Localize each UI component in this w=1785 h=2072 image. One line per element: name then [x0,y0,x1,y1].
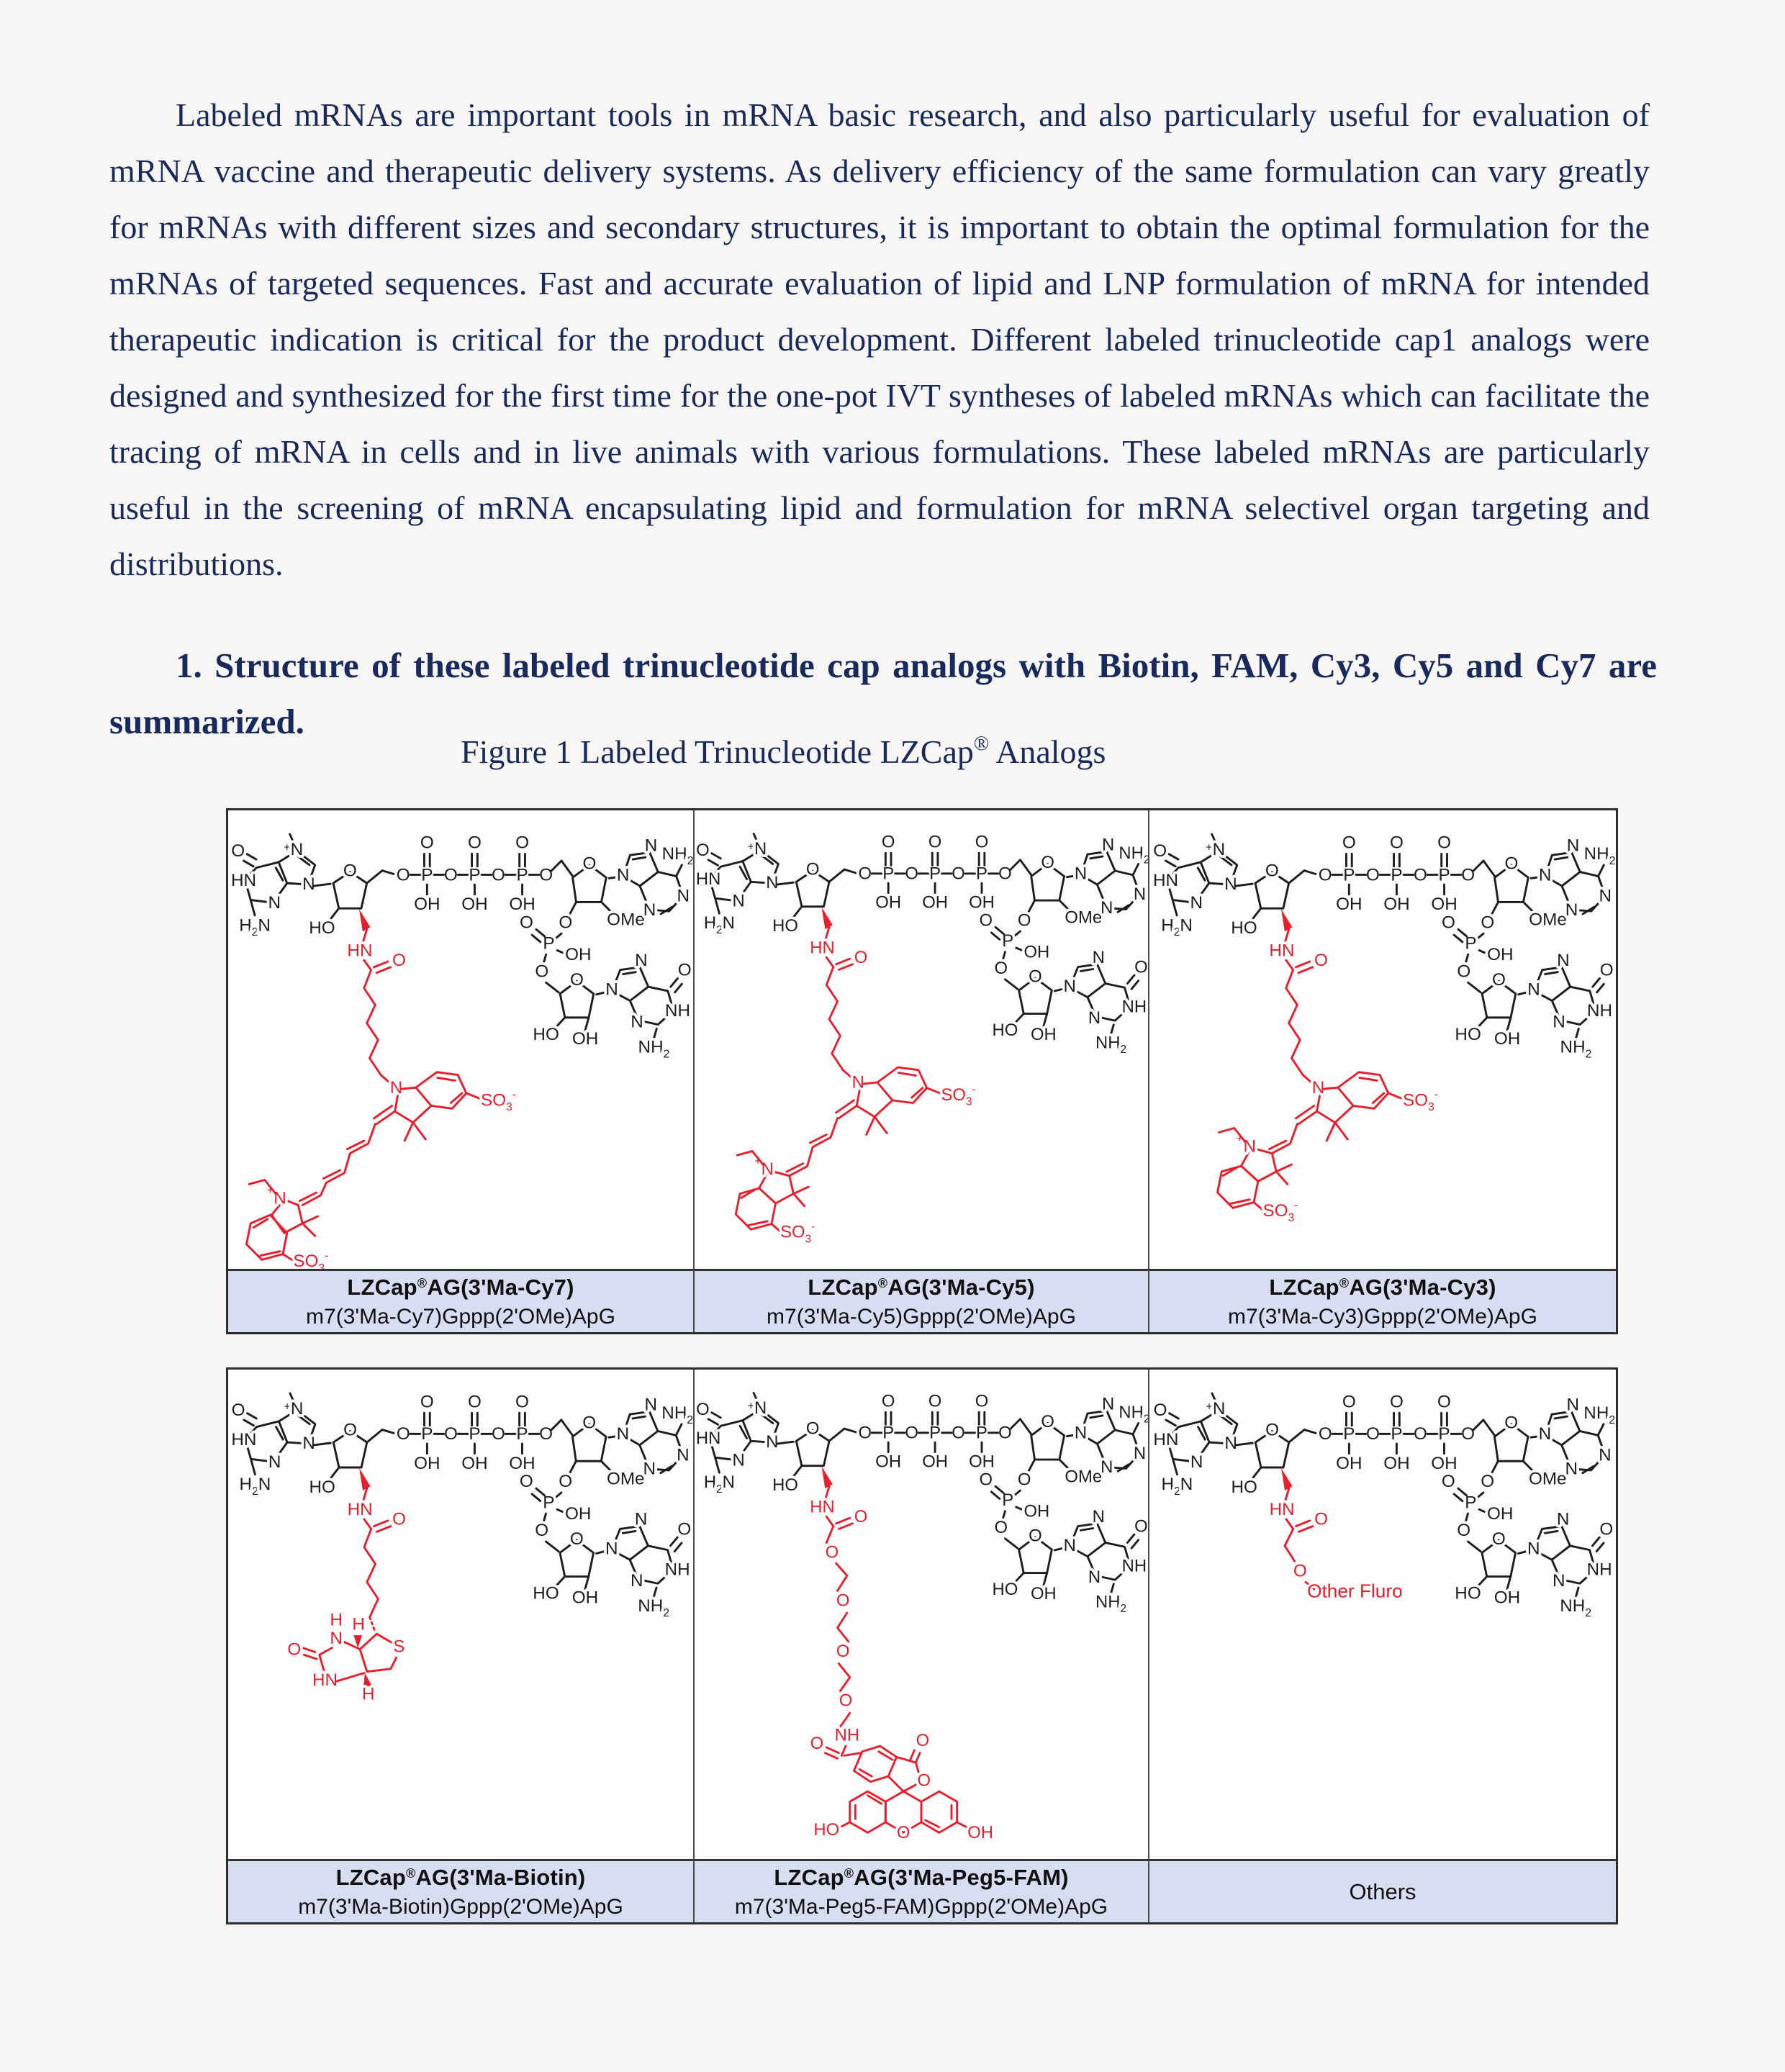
caption-subtitle: m7(3'Ma-Cy3)Gppp(2'OMe)ApG [1228,1304,1537,1329]
figure-caption-text: Figure 1 Labeled Trinucleotide LZCap [461,733,974,770]
bond-line [1217,1124,1298,1224]
bond-line [826,967,840,1054]
caption-title: LZCap®AG(3'Ma-Peg5-FAM) [774,1864,1069,1890]
bond-line [1153,833,1615,1061]
caption-biotin [228,1859,693,1922]
bond-line [231,833,693,1061]
bond-line [287,1611,405,1704]
caption-others [1148,1859,1616,1922]
bond-line [364,970,378,1059]
structure-biotin [228,1370,693,1859]
caption-subtitle: m7(3'Ma-Cy5)Gppp(2'OMe)ApG [767,1304,1076,1329]
figure-caption-suffix: Analogs [989,733,1106,770]
caption-subtitle: m7(3'Ma-Biotin)Gppp(2'OMe)ApG [298,1894,623,1919]
figure-table-bottom [226,1367,1618,1924]
caption-title: LZCap®AG(3'Ma-Cy3) [1269,1274,1496,1300]
structure-cell-biotin [228,1370,693,1859]
caption-subtitle: m7(3'Ma-Cy7)Gppp(2'OMe)ApG [306,1304,615,1329]
figure-table-top [226,808,1618,1334]
bond-line [231,1392,693,1619]
bond-line [246,1124,375,1269]
bond-line [1285,1529,1403,1601]
caption-title: LZCap®AG(3'Ma-Biotin) [335,1864,586,1890]
caption-subtitle: m7(3'Ma-Peg5-FAM)Gppp(2'OMe)ApG [734,1894,1108,1919]
registered-mark: ® [973,733,990,755]
caption-cy5 [693,1269,1148,1332]
structure-cy7 [228,810,693,1269]
caption-title: Others [1349,1878,1416,1904]
bond-line [696,1392,1148,1615]
structure-peg5-fam [695,1370,1148,1859]
structure-cell-others [1148,1370,1616,1859]
structure-other-fluro [1149,1370,1616,1859]
structure-cy3 [1149,810,1616,1269]
section-heading: 1. Structure of these labeled trinucleotide cap analogs with Biotin, FAM, Cy3, Cy5 and Cy7 are summarized. [109,645,1657,741]
structure-cell-cy3 [1148,810,1616,1269]
structure-cell-cy7 [228,810,693,1269]
caption-cy3 [1148,1269,1616,1332]
figure-caption [461,733,1468,771]
structure-cy5 [695,810,1148,1269]
bond-line [1286,970,1300,1059]
caption-title: LZCap®AG(3'Ma-Cy7) [347,1274,574,1300]
caption-fam [693,1859,1148,1922]
caption-title: LZCap®AG(3'Ma-Cy5) [808,1274,1035,1300]
bond-line [1292,1058,1438,1141]
structure-cell-fam [693,1370,1148,1859]
bond-line [736,1118,837,1246]
caption-cy7 [228,1269,693,1332]
bond-line [832,1054,976,1135]
bond-line [364,1529,378,1616]
intro-paragraph: Labeled mRNAs are important tools in mRNA basic research, and also particularly useful for evaluation of mRNA vaccine and therapeutic delivery systems. As delivery efficiency of the same formulation can vary greatly for mRNAs with different sizes and secondary structures, it is important to obtain the optimal formulation for the mRNAs of targeted sequences. Fast and accurate evaluation of lipid and LNP formulation of mRNA for intended therapeutic indication is critical for the product development. Different labeled trinucleotide cap1 analogs were designed and synthesized for the first time for the one-pot IVT syntheses of labeled mRNAs which can facilitate the tracing of mRNA in cells and in live animals with various formulations. These labeled mRNAs are particularly useful in the screening of mRNA encapsulating lipid and formulation for mRNA selectivel organ targeting and distributions. [109,96,1650,582]
bond-line [810,1526,993,1842]
bond-line [696,833,1148,1056]
bond-line [370,1058,516,1141]
structure-cell-cy5 [693,810,1148,1269]
